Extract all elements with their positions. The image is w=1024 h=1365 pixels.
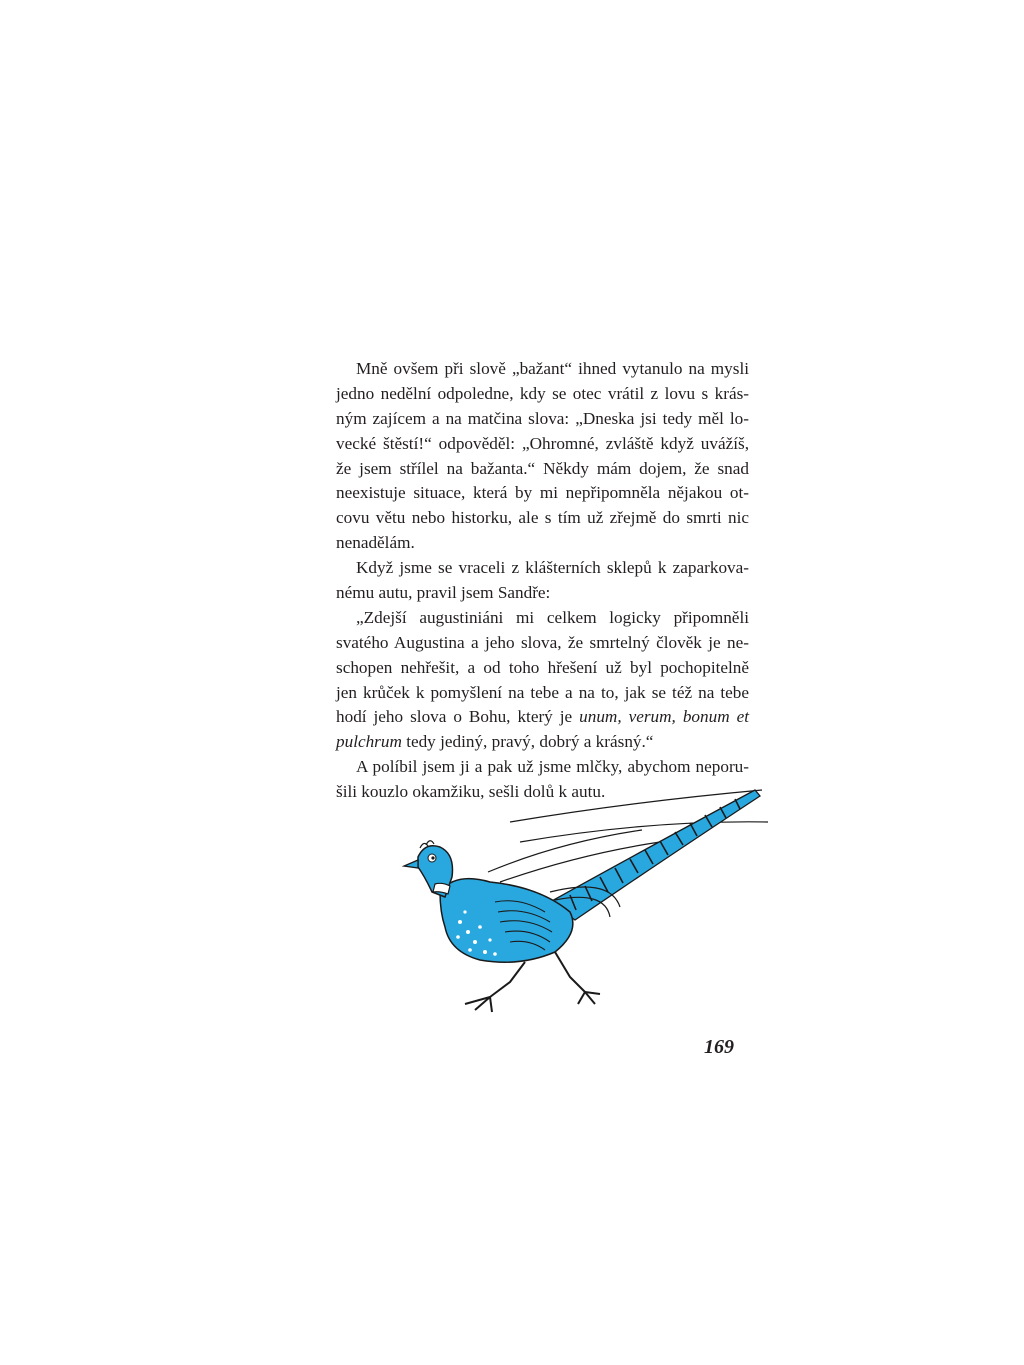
pheasant-tail xyxy=(550,790,760,920)
text-line: Když jsme se vraceli z klášterních sklepů k zaparkova- xyxy=(356,558,749,578)
text-line-mixed xyxy=(336,705,749,730)
text-line: A políbil jsem ji a pak už jsme mlčky, abychom neporu- xyxy=(356,757,749,777)
text-line: ným zajícem a na matčina slova: „Dneska jsi tedy měl lo- xyxy=(336,408,749,428)
text-line: že jsem střílel na bažanta.“ Někdy mám dojem, že snad xyxy=(336,458,749,478)
pheasant-illustration xyxy=(380,782,775,1022)
text-line: svatého Augustina a jeho slova, že smrtelný člověk je ne- xyxy=(336,632,749,652)
text-line: covu větu nebo historku, ale s tím už zřejmě do smrti nic xyxy=(336,508,749,528)
text-line: neexistuje situace, která by mi nepřipomněla nějakou ot- xyxy=(336,483,749,503)
text-line: nému autu, pravil jsem Sandře: xyxy=(336,583,551,603)
text-line: schopen nehřešit, a od toho hřešení už byl pochopitelně xyxy=(336,657,749,677)
text-line: vecké štěstí!“ odpověděl: „Ohromné, zvláště když uvážíš, xyxy=(336,433,749,453)
text-line: nenadělám. xyxy=(336,533,415,553)
latin-phrase: pulchrum xyxy=(336,732,402,752)
text-line: „Zdejší augustiniáni mi celkem logicky připomněli xyxy=(356,607,749,627)
pheasant-head xyxy=(404,841,453,897)
body-text xyxy=(336,357,749,805)
text-line-mixed xyxy=(336,730,749,755)
text-line: jen krůček k pomyšlení na tebe a na to, jak se též na tebe xyxy=(336,682,749,702)
text-segment: hodí jeho slova o Bohu, který je xyxy=(336,707,573,727)
text-line: jedno nedělní odpoledne, kdy se otec vrátil z lovu s krás- xyxy=(336,383,749,403)
page-number: 169 xyxy=(704,1036,734,1058)
text-segment: tedy jediný, pravý, dobrý a krásný.“ xyxy=(406,732,654,752)
text-line: Mně ovšem při slově „bažant“ ihned vytanulo na mysli xyxy=(356,359,749,378)
latin-phrase: unum, verum, bonum et xyxy=(579,707,750,727)
text-line: šili kouzlo okamžiku, sešli dolů k autu. xyxy=(336,782,606,802)
